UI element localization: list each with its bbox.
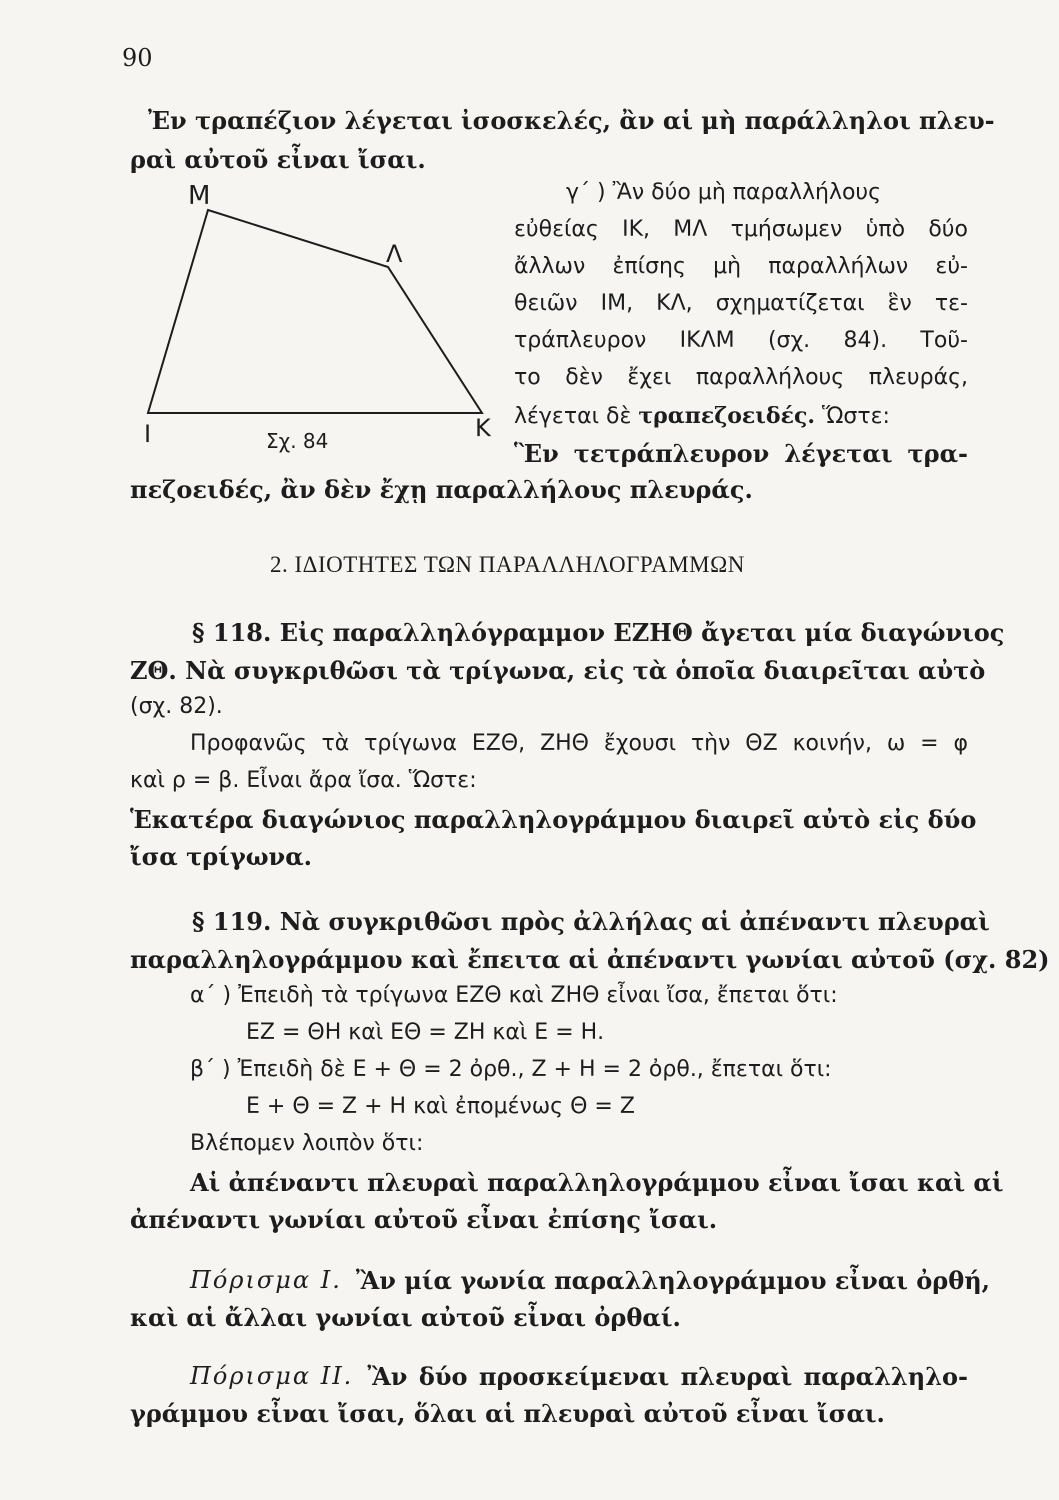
trapezoid-shape bbox=[148, 210, 482, 413]
figure-caption: Σχ. 84 bbox=[266, 429, 329, 453]
porisma-1-line-1 bbox=[190, 1266, 990, 1295]
p119-line-2: παραλληλογράμμου καὶ ἔπειτα αἱ ἀπέναντι γωνίαι αὐτοῦ (σχ. 82) bbox=[130, 945, 1050, 974]
p118-line-4: Προφανῶς τὰ τρίγωνα ΕΖΘ, ΖΗΘ ἔχουσι τὴν ΘΖ κοινήν, ω = φ bbox=[190, 731, 968, 756]
gamma-line-7 bbox=[514, 401, 890, 429]
trapezoid-figure-84 bbox=[130, 170, 510, 470]
p118-line-2: ΖΘ. Νὰ συγκριθῶσι τὰ τρίγωνα, εἰς τὰ ὁποῖα διαιρεῖται αὐτὸ bbox=[130, 656, 986, 685]
label-K: Κ bbox=[475, 414, 491, 442]
p118-line-6: Ἑκατέρα διαγώνιος παραλληλογράμμου διαιρεῖ αὐτὸ εἰς δύο bbox=[130, 805, 977, 834]
label-M: Μ bbox=[188, 181, 211, 211]
p119-line-3: α΄ ) Ἐπειδὴ τὰ τρίγωνα ΕΖΘ καὶ ΖΗΘ εἶναι ἴσα, ἔπεται ὅτι: bbox=[190, 983, 838, 1008]
p119-line-8: Αἱ ἀπέναντι πλευραὶ παραλληλογράμμου εἶναι ἴσαι καὶ αἱ bbox=[190, 1168, 1004, 1197]
porisma-2-text: Ἂν δύο προσκείμεναι πλευραὶ παραλληλο- bbox=[367, 1362, 968, 1391]
intro-line-2: ραὶ αὐτοῦ εἶναι ἴσαι. bbox=[130, 145, 426, 174]
gamma-line-3: ἄλλων ἐπίσης μὴ παραλλήλων εὐ- bbox=[514, 254, 968, 279]
label-L: Λ bbox=[386, 240, 403, 268]
page-number: 90 bbox=[122, 44, 153, 72]
gamma-line-1: γ΄ ) Ἂν δύο μὴ παραλλήλους bbox=[566, 180, 882, 205]
p119-line-4: ΕΖ = ΘΗ καὶ ΕΘ = ΖΗ καὶ Ε = Η. bbox=[246, 1020, 605, 1045]
gamma-line-5: τράπλευρον ΙΚΛΜ (σχ. 84). Τοῦ- bbox=[514, 328, 968, 353]
gamma-line-2: εὐθείας ΙΚ, ΜΛ τμήσωμεν ὑπὸ δύο bbox=[514, 217, 968, 242]
porisma-1-text: Ἂν μία γωνία παραλληλογράμμου εἶναι ὀρθή, bbox=[355, 1266, 990, 1295]
p118-line-7: ἴσα τρίγωνα. bbox=[130, 842, 313, 871]
p119-line-9: ἀπέναντι γωνίαι αὐτοῦ εἶναι ἐπίσης ἴσαι. bbox=[130, 1205, 718, 1234]
porisma-2-line-2: γράμμου εἶναι ἴσαι, ὅλαι αἱ πλευραὶ αὐτοῦ εἶναι ἴσαι. bbox=[130, 1399, 885, 1428]
p118-line-1: § 118. Εἰς παραλληλόγραμμον ΕΖΗΘ ἄγεται μία διαγώνιος bbox=[192, 618, 1005, 647]
gamma-line-7c: Ὥστε: bbox=[815, 404, 890, 429]
porisma-2-label: Πόρισμα ΙΙ. bbox=[190, 1362, 354, 1390]
term-trapezoeides: τραπεζοειδές. bbox=[638, 403, 816, 429]
section-title: 2. ΙΔΙΟΤΗΤΕΣ ΤΩΝ ΠΑΡΑΛΛΗΛΟΓΡΑΜΜΩΝ bbox=[270, 552, 745, 577]
gamma-line-9: πεζοειδές, ἂν δὲν ἔχῃ παραλλήλους πλευράς. bbox=[130, 475, 753, 504]
gamma-line-4: θειῶν ΙΜ, ΚΛ, σχηματίζεται ἓν τε- bbox=[514, 291, 968, 316]
p119-line-7: Βλέπομεν λοιπὸν ὅτι: bbox=[190, 1131, 424, 1156]
p119-line-5: β΄ ) Ἐπειδὴ δὲ Ε + Θ = 2 ὀρθ., Ζ + Η = 2 ὀρθ., ἔπεται ὅτι: bbox=[190, 1057, 832, 1082]
gamma-line-8: Ἓν τετράπλευρον λέγεται τρα- bbox=[514, 439, 968, 468]
porisma-1-label: Πόρισμα Ι. bbox=[190, 1266, 342, 1294]
p118-line-3: (σχ. 82). bbox=[130, 694, 223, 719]
p119-line-6: Ε + Θ = Ζ + Η καὶ ἐπομένως Θ = Ζ bbox=[246, 1094, 635, 1119]
gamma-line-7a: λέγεται δὲ bbox=[514, 404, 639, 429]
intro-line-1: Ἐν τραπέζιον λέγεται ἰσοσκελές, ἂν αἱ μὴ παράλληλοι πλευ- bbox=[148, 106, 995, 135]
p119-line-1: § 119. Νὰ συγκριθῶσι πρὸς ἀλλήλας αἱ ἀπέναντι πλευραὶ bbox=[192, 907, 990, 936]
p118-line-5: καὶ ρ = β. Εἶναι ἄρα ἴσα. Ὥστε: bbox=[130, 768, 477, 793]
gamma-line-6: το δὲν ἔχει παραλλήλους πλευράς, bbox=[514, 365, 968, 390]
porisma-2-line-1 bbox=[190, 1362, 968, 1391]
label-I: Ι bbox=[144, 420, 152, 448]
porisma-1-line-2: καὶ αἱ ἄλλαι γωνίαι αὐτοῦ εἶναι ὀρθαί. bbox=[130, 1303, 681, 1332]
